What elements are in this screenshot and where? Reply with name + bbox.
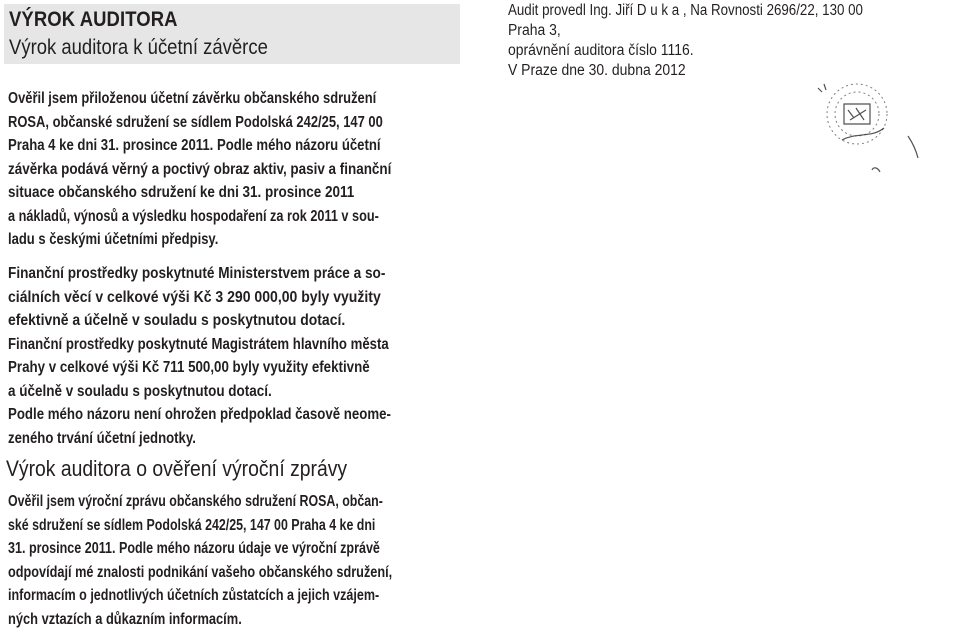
funding-line: Finanční prostředky poskytnuté Magistrátem hlavního města — [8, 333, 392, 357]
auditor-stamp-icon — [812, 80, 952, 190]
auditor-line: V Praze dne 30. dubna 2012 — [508, 61, 914, 81]
report-line: ných vztazích a důkazním informacím. — [8, 608, 383, 631]
report-line: informacím o jednotlivých účetních zůstatcích a jejich vzájem- — [8, 584, 374, 608]
funding-line: Prahy v celkové výši Kč 711 500,00 byly využity efektivně — [8, 356, 397, 380]
auditor-info — [508, 1, 959, 81]
funding-line: zeného trvání účetní jednotky. — [8, 427, 392, 451]
report-line: odpovídají mé znalosti podnikání vašeho občanského sdružení, — [8, 561, 379, 585]
opinion-line: Ověřil jsem přiloženou účetní závěrku občanského sdružení — [8, 87, 385, 111]
funding-line: Finanční prostředky poskytnuté Ministerstvem práce a so- — [8, 262, 405, 286]
auditor-line: Audit provedl Ing. Jiří D u k a , Na Rovnosti 2696/22, 130 00 — [508, 1, 896, 21]
annual-report-heading: Výrok auditora o ověření výroční zprávy — [6, 454, 347, 484]
funding-paragraph — [8, 262, 460, 450]
section-subtitle: Výrok auditora k účetní závěrce — [9, 34, 401, 62]
opinion-line: ROSA, občanské sdružení se sídlem Podolská 242/25, 147 00 — [8, 111, 385, 135]
funding-line: a účelně v souladu s poskytnutou dotací. — [8, 380, 401, 404]
left-column — [4, 4, 460, 64]
funding-line: Podle mého názoru není ohrožen předpoklad časově neome- — [8, 403, 394, 427]
annual-report-opinion — [8, 490, 460, 631]
opinion-line: ladu s českými účetními předpisy. — [8, 228, 388, 252]
opinion-line: Praha 4 ke dni 31. prosince 2011. Podle mého názoru účetní — [8, 134, 391, 158]
opinion-line: závěrka podává věrný a poctivý obraz aktiv, pasiv a finanční — [8, 158, 400, 182]
report-line: ské sdružení se sídlem Podolská 242/25, 147 00 Praha 4 ke dni — [8, 514, 370, 538]
auditor-line: oprávnění auditora číslo 1116. — [508, 41, 914, 61]
financial-statement-opinion — [8, 87, 460, 252]
auditor-line: Praha 3, — [508, 21, 914, 41]
opinion-line: a nákladů, výnosů a výsledku hospodaření za rok 2011 v sou- — [8, 205, 379, 229]
report-line: Ověřil jsem výroční zprávu občanského sdružení ROSA, občan- — [8, 490, 370, 514]
report-line: 31. prosince 2011. Podle mého názoru údaje ve výroční zprávě — [8, 537, 374, 561]
section-header-band — [4, 4, 460, 64]
funding-line: efektivně a účelně v souladu s poskytnutou dotací. — [8, 309, 415, 333]
opinion-line: situace občanského sdružení ke dni 31. prosince 2011 — [8, 181, 401, 205]
funding-line: ciálních věcí v celkové výši Kč 3 290 000,00 byly využity — [8, 286, 417, 310]
section-title: VÝROK AUDITORA — [9, 8, 401, 32]
